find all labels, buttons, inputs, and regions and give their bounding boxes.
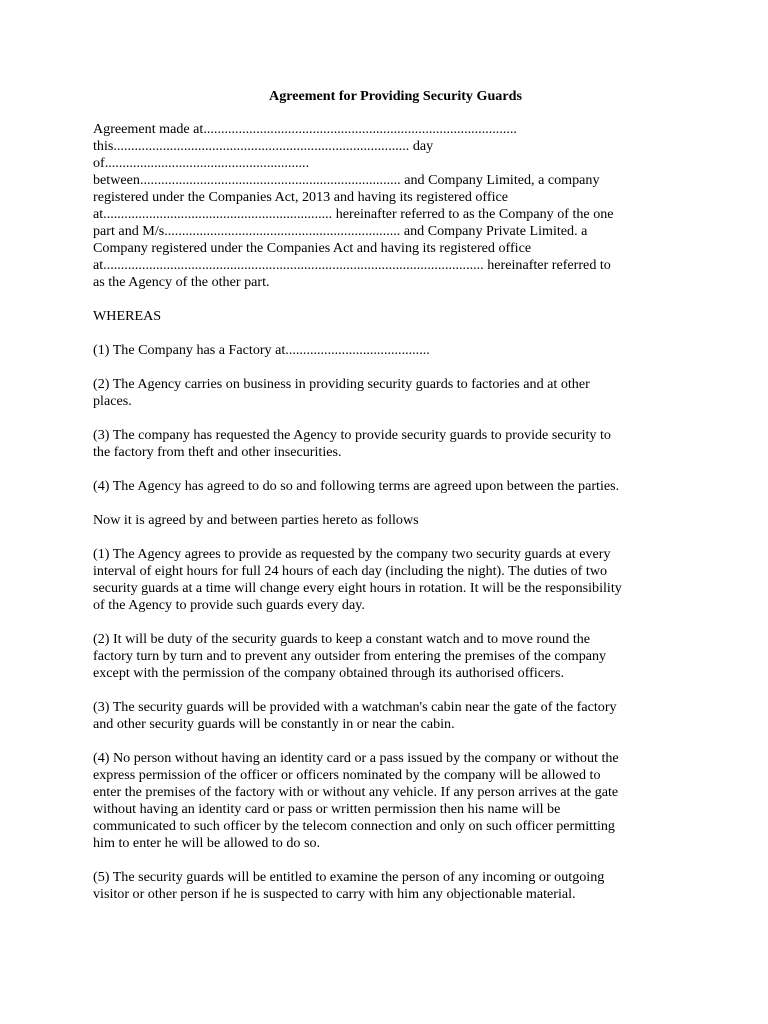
document-title: Agreement for Providing Security Guards (269, 88, 522, 104)
clause-line: of the Agency to provide such guards every day. (93, 597, 365, 613)
preamble-line: as the Agency of the other part. (93, 274, 270, 290)
preamble-line: at............................................................................................................ hereinafter referred to (93, 257, 611, 273)
preamble-line: this.................................................................................... day (93, 138, 434, 154)
clause-line: express permission of the officer or officers nominated by the company will be allowed to (93, 767, 601, 783)
clause-line: (4) No person without having an identity card or a pass issued by the company or without the (93, 750, 619, 766)
clause-line: (5) The security guards will be entitled to examine the person of any incoming or outgoing (93, 869, 605, 885)
preamble-line: between.......................................................................... and Company Limited, a company (93, 172, 600, 188)
preamble-line: at................................................................. hereinafter referred to as the Company of the one (93, 206, 614, 222)
clause-line: enter the premises of the factory with or without any vehicle. If any person arrives at the gate (93, 784, 619, 800)
clause-line: except with the permission of the company obtained through its authorised officers. (93, 665, 564, 681)
agreement-intro-text: Now it is agreed by and between parties hereto as follows (93, 512, 419, 528)
preamble-line: of.......................................................... (93, 155, 310, 171)
recital-line: the factory from theft and other insecurities. (93, 444, 342, 460)
preamble-line: part and M/s................................................................... and Company Private Limited. a (93, 223, 588, 239)
preamble-line: Company registered under the Companies Act and having its registered office (93, 240, 532, 256)
clause-line: and other security guards will be constantly in or near the cabin. (93, 716, 455, 732)
recital-line: (4) The Agency has agreed to do so and following terms are agreed upon between the parties. (93, 478, 620, 494)
document-page (93, 88, 688, 920)
whereas-heading (93, 308, 688, 325)
clause-3 (93, 699, 688, 733)
clause-line: (2) It will be duty of the security guards to keep a constant watch and to move round the (93, 631, 591, 647)
clause-line: security guards at a time will change every eight hours in rotation. It will be the responsibility (93, 580, 622, 596)
recital-line: (2) The Agency carries on business in providing security guards to factories and at other (93, 376, 590, 392)
recital-4 (93, 478, 688, 495)
clause-line: interval of eight hours for full 24 hours of each day (including the night). The duties of two (93, 563, 608, 579)
preamble-line: Agreement made at......................................................................................... (93, 121, 517, 137)
whereas-text: WHEREAS (93, 308, 162, 324)
clause-line: (1) The Agency agrees to provide as requested by the company two security guards at every (93, 546, 611, 562)
clause-5 (93, 869, 688, 903)
clause-1 (93, 546, 688, 614)
preamble-paragraph (93, 121, 688, 291)
agreement-intro (93, 512, 688, 529)
recital-3 (93, 427, 688, 461)
recital-line: (3) The company has requested the Agency to provide security guards to provide security to (93, 427, 611, 443)
clause-line: him to enter he will be allowed to do so. (93, 835, 321, 851)
clause-2 (93, 631, 688, 682)
recital-1 (93, 342, 688, 359)
clause-line: visitor or other person if he is suspected to carry with him any objectionable material. (93, 886, 576, 902)
clause-4 (93, 750, 688, 852)
clause-line: (3) The security guards will be provided with a watchman's cabin near the gate of the factory (93, 699, 617, 715)
clause-line: without having an identity card or pass or written permission then his name will be (93, 801, 561, 817)
clause-line: communicated to such officer by the telecom connection and only on such officer permitting (93, 818, 615, 834)
recital-2 (93, 376, 688, 410)
recital-line: (1) The Company has a Factory at......................................... (93, 342, 430, 358)
preamble-line: registered under the Companies Act, 2013 and having its registered office (93, 189, 508, 205)
recital-line: places. (93, 393, 132, 409)
clause-line: factory turn by turn and to prevent any outsider from entering the premises of the company (93, 648, 607, 664)
